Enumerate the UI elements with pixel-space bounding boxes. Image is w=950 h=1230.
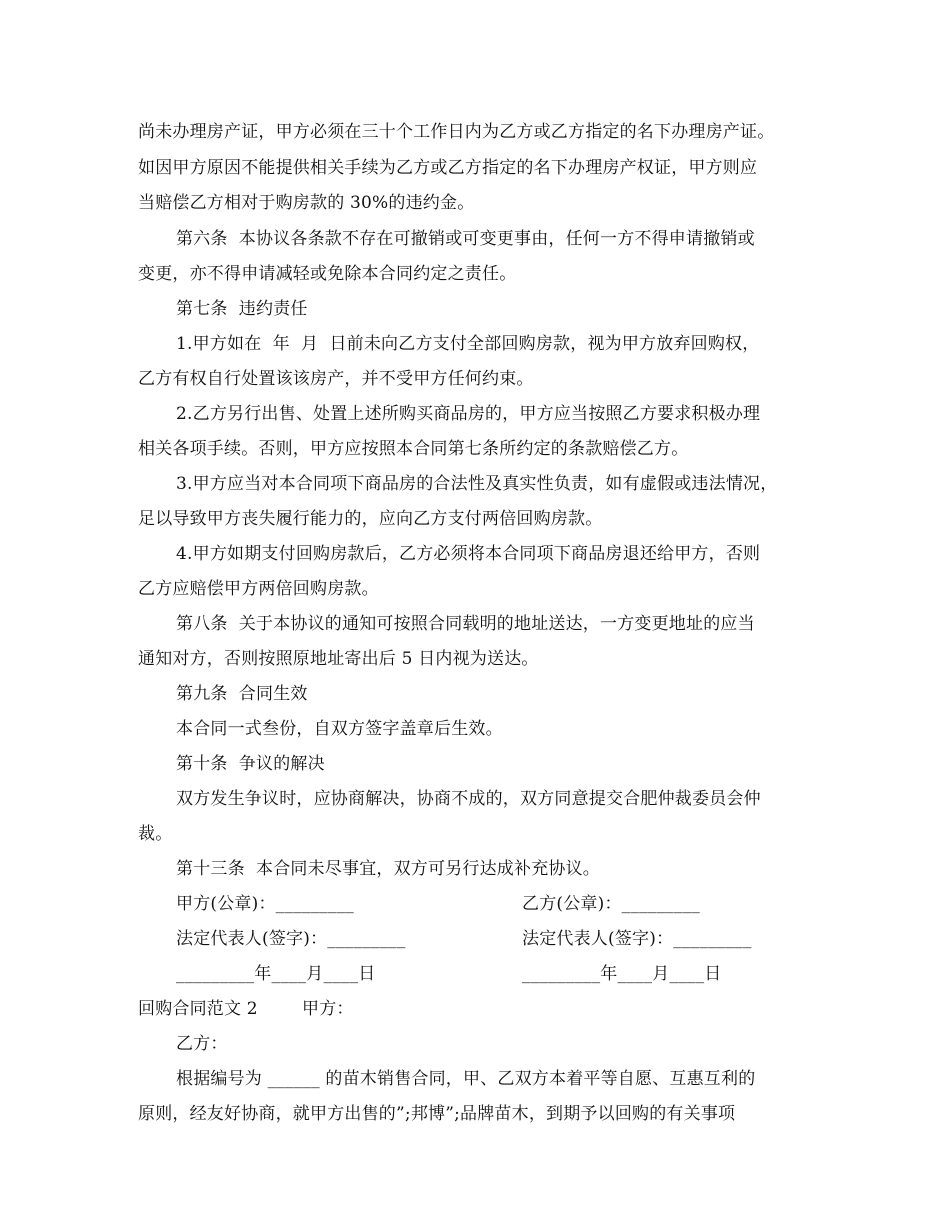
body-line: 裁。 [138, 824, 173, 844]
party-b-date-field: _________年____月____日 [522, 964, 722, 984]
second-contract-party-b: 乙方： [176, 1034, 228, 1054]
body-line: 如因甲方原因不能提供相关手续为乙方或乙方指定的名下办理房产权证，甲方则应 [138, 158, 758, 178]
body-line: 尚未办理房产证，甲方必须在三十个工作日内为乙方或乙方指定的名下办理房产证。 [138, 122, 775, 142]
body-line: 通知对方，否则按照原地址寄出后 5 日内视为送达。 [138, 649, 539, 669]
body-line: 当赔偿乙方相对于购房款的 30%的违约金。 [138, 193, 475, 213]
clause-7-heading: 第七条 违约责任 [176, 299, 308, 319]
clause-8-heading: 第八条 关于本协议的通知可按照合同载明的地址送达，一方变更地址的应当 [176, 614, 755, 634]
list-item: 4.甲方如期支付回购房款后，乙方必须将本合同项下商品房退还给甲方，否则 [176, 544, 761, 564]
body-line: 乙方有权自行处置该该房产，并不受甲方任何约束。 [138, 369, 534, 389]
clause-9-heading: 第九条 合同生效 [176, 684, 308, 704]
clause-13-heading: 第十三条 本合同未尽事宜，双方可另行达成补充协议。 [176, 859, 601, 879]
second-contract-party-a: 甲方： [302, 999, 354, 1019]
party-b-seal-field: 乙方(公章)：_________ [522, 894, 700, 914]
list-item: 2.乙方另行出售、处置上述所购买商品房的，甲方应当按照乙方要求积极办理 [176, 404, 761, 424]
body-line: 原则，经友好协商，就甲方出售的”;邦博”;品牌苗木，到期予以回购的有关事项 [138, 1104, 736, 1124]
list-item: 3.甲方应当对本合同项下商品房的合法性及真实性负责，如有虚假或违法情况， [176, 474, 778, 494]
body-line: 双方发生争议时，应协商解决，协商不成的，双方同意提交合肥仲裁委员会仲 [176, 789, 761, 809]
body-line: 根据编号为 ______ 的苗木销售合同，甲、乙双方本着平等自愿、互惠互利的 [176, 1069, 756, 1089]
party-a-date-field: _________年____月____日 [176, 964, 376, 984]
body-line: 变更，亦不得申请减轻或免除本合同约定之责任。 [138, 264, 517, 284]
second-contract-heading: 回购合同范文 2 [138, 999, 258, 1019]
clause-10-heading: 第十条 争议的解决 [176, 754, 325, 774]
body-line: 相关各项手续。否则，甲方应按照本合同第七条所约定的条款赔偿乙方。 [138, 439, 689, 459]
body-line: 足以导致甲方丧失履行能力的，应向乙方支付两倍回购房款。 [138, 509, 603, 529]
party-a-seal-field: 甲方(公章)：_________ [176, 894, 354, 914]
party-b-representative-field: 法定代表人(签字)：_________ [522, 929, 752, 949]
party-a-representative-field: 法定代表人(签字)：_________ [176, 929, 406, 949]
list-item: 1.甲方如在 年 月 日前未向乙方支付全部回购房款，视为甲方放弃回购权， [176, 334, 760, 354]
body-line: 本合同一式叁份，自双方签字盖章后生效。 [176, 719, 503, 739]
body-line: 乙方应赔偿甲方两倍回购房款。 [138, 579, 379, 599]
clause-6-heading: 第六条 本协议各条款不存在可撤销或可变更事由，任何一方不得申请撤销或 [176, 229, 755, 249]
